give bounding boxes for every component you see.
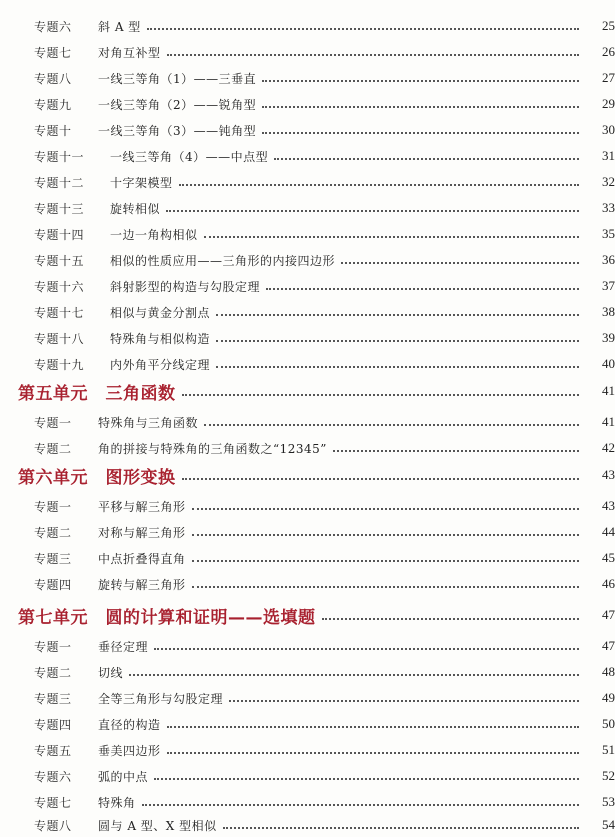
dot-leader: [216, 340, 579, 342]
topic-title: 特殊角与三角函数: [98, 415, 199, 430]
page-number: 39: [602, 330, 615, 345]
page-number: 47: [602, 607, 615, 622]
dot-leader: [129, 674, 579, 676]
topic-title: 一线三等角（2）——锐角型: [98, 97, 257, 112]
dot-leader: [204, 424, 579, 426]
dot-leader: [154, 778, 579, 780]
toc-entry[interactable]: [0, 714, 615, 734]
dot-leader: [192, 560, 579, 562]
unit-title: 第六单元 图形变换: [18, 467, 176, 488]
page-number: 49: [602, 690, 615, 705]
page-number: 33: [602, 200, 615, 215]
page-number: 29: [602, 96, 615, 111]
toc-entry[interactable]: [0, 574, 615, 594]
topic-label: 专题十七: [34, 305, 85, 320]
topic-label: 专题八: [34, 818, 72, 833]
topic-label: 专题二: [34, 441, 72, 456]
dot-leader: [341, 262, 579, 264]
topic-title: 斜射影型的构造与勾股定理: [110, 279, 261, 294]
toc-entry[interactable]: [0, 94, 615, 114]
topic-label: 专题十五: [34, 253, 85, 268]
page-number: 25: [602, 18, 615, 33]
dot-leader: [333, 450, 579, 452]
page-number: 38: [602, 304, 615, 319]
page-number: 40: [602, 356, 615, 371]
toc-unit-heading[interactable]: [0, 602, 615, 628]
topic-title: 垂径定理: [98, 639, 149, 654]
page-number: 52: [602, 768, 615, 783]
toc-entry[interactable]: [0, 224, 615, 244]
topic-title: 全等三角形与勾股定理: [98, 691, 224, 706]
topic-title: 旋转相似: [110, 201, 161, 216]
topic-title: 一线三等角（4）——中点型: [110, 149, 269, 164]
page-number: 47: [602, 638, 615, 653]
dot-leader: [274, 158, 579, 160]
topic-label: 专题三: [34, 691, 72, 706]
page-number: 27: [602, 70, 615, 85]
dot-leader: [266, 288, 579, 290]
topic-title: 垂美四边形: [98, 743, 161, 758]
topic-title: 弧的中点: [98, 769, 149, 784]
topic-label: 专题一: [34, 639, 72, 654]
toc-entry[interactable]: [0, 146, 615, 166]
topic-title: 特殊角: [98, 795, 136, 810]
toc-entry[interactable]: [0, 815, 615, 835]
topic-label: 专题一: [34, 499, 72, 514]
page-number: 45: [602, 550, 615, 565]
dot-leader: [182, 394, 579, 396]
dot-leader: [322, 618, 579, 620]
page-number: 43: [602, 498, 615, 513]
toc-entry[interactable]: [0, 522, 615, 542]
toc-entry[interactable]: [0, 412, 615, 432]
page-number: 50: [602, 716, 615, 731]
dot-leader: [147, 28, 579, 30]
topic-label: 专题九: [34, 97, 72, 112]
topic-label: 专题二: [34, 665, 72, 680]
page-number: 54: [602, 817, 615, 832]
topic-title: 对角互补型: [98, 45, 161, 60]
topic-title: 特殊角与相似构造: [110, 331, 211, 346]
topic-title: 一线三等角（3）——钝角型: [98, 123, 257, 138]
toc-entry[interactable]: [0, 662, 615, 682]
toc-entry[interactable]: [0, 68, 615, 88]
topic-title: 圆与 A 型、X 型相似: [98, 818, 217, 833]
toc-entry[interactable]: [0, 250, 615, 270]
dot-leader: [154, 648, 579, 650]
dot-leader: [179, 184, 579, 186]
dot-leader: [167, 726, 579, 728]
topic-label: 专题十六: [34, 279, 85, 294]
toc-entry[interactable]: [0, 172, 615, 192]
toc-entry[interactable]: [0, 766, 615, 786]
topic-label: 专题三: [34, 551, 72, 566]
page-number: 30: [602, 122, 615, 137]
topic-label: 专题十四: [34, 227, 85, 242]
page-number: 41: [602, 414, 615, 429]
topic-title: 一边一角构相似: [110, 227, 198, 242]
page-number: 35: [602, 226, 615, 241]
topic-title: 相似与黄金分割点: [110, 305, 211, 320]
unit-title: 第七单元 圆的计算和证明——选填题: [18, 607, 316, 628]
topic-title: 一线三等角（1）——三垂直: [98, 71, 257, 86]
page-number: 36: [602, 252, 615, 267]
dot-leader: [166, 210, 579, 212]
page-number: 31: [602, 148, 615, 163]
page-number: 51: [602, 742, 615, 757]
page-number: 41: [602, 383, 615, 398]
dot-leader: [262, 80, 579, 82]
page-number: 32: [602, 174, 615, 189]
topic-title: 直径的构造: [98, 717, 161, 732]
toc-entry[interactable]: [0, 16, 615, 36]
topic-title: 斜 A 型: [98, 19, 141, 34]
topic-label: 专题八: [34, 71, 72, 86]
toc-entry[interactable]: [0, 496, 615, 516]
dot-leader: [167, 54, 579, 56]
topic-title: 内外角平分线定理: [110, 357, 211, 372]
dot-leader: [167, 752, 579, 754]
dot-leader: [262, 132, 579, 134]
toc-entry[interactable]: [0, 198, 615, 218]
page-number: 37: [602, 278, 615, 293]
page-number: 42: [602, 440, 615, 455]
page-number: 48: [602, 664, 615, 679]
toc-entry[interactable]: [0, 792, 615, 812]
topic-label: 专题六: [34, 769, 72, 784]
topic-label: 专题五: [34, 743, 72, 758]
dot-leader: [182, 478, 579, 480]
page-number: 53: [602, 794, 615, 809]
dot-leader: [192, 534, 579, 536]
page-number: 46: [602, 576, 615, 591]
topic-title: 相似的性质应用——三角形的内接四边形: [110, 253, 336, 268]
topic-label: 专题四: [34, 717, 72, 732]
topic-label: 专题十八: [34, 331, 85, 346]
topic-label: 专题六: [34, 19, 72, 34]
toc-entry[interactable]: [0, 438, 615, 458]
dot-leader: [262, 106, 579, 108]
topic-label: 专题一: [34, 415, 72, 430]
dot-leader: [192, 508, 579, 510]
topic-label: 专题四: [34, 577, 72, 592]
topic-label: 专题十一: [34, 149, 85, 164]
topic-title: 平移与解三角形: [98, 499, 186, 514]
topic-title: 切线: [98, 665, 124, 680]
toc-entry[interactable]: [0, 354, 615, 374]
unit-title: 第五单元 三角函数: [18, 383, 176, 404]
dot-leader: [142, 804, 579, 806]
dot-leader: [223, 827, 579, 829]
toc-entry[interactable]: [0, 120, 615, 140]
toc-entry[interactable]: [0, 740, 615, 760]
topic-title: 对称与解三角形: [98, 525, 186, 540]
dot-leader: [216, 366, 579, 368]
topic-label: 专题七: [34, 45, 72, 60]
topic-title: 十字架模型: [110, 175, 173, 190]
topic-title: 角的拼接与特殊角的三角函数之“12345”: [98, 441, 327, 456]
dot-leader: [216, 314, 579, 316]
topic-label: 专题十九: [34, 357, 85, 372]
toc-entry[interactable]: [0, 276, 615, 296]
toc-entry[interactable]: [0, 548, 615, 568]
topic-label: 专题十二: [34, 175, 85, 190]
page-number: 26: [602, 44, 615, 59]
topic-label: 专题七: [34, 795, 72, 810]
toc-entry[interactable]: [0, 302, 615, 322]
topic-title: 旋转与解三角形: [98, 577, 186, 592]
dot-leader: [229, 700, 579, 702]
toc-unit-heading[interactable]: [0, 378, 615, 404]
page-number: 44: [602, 524, 615, 539]
dot-leader: [192, 586, 579, 588]
toc-entry[interactable]: [0, 42, 615, 62]
toc-entry[interactable]: [0, 328, 615, 348]
dot-leader: [204, 236, 579, 238]
toc-entry[interactable]: [0, 688, 615, 708]
topic-label: 专题十三: [34, 201, 85, 216]
topic-label: 专题二: [34, 525, 72, 540]
page-number: 43: [602, 467, 615, 482]
topic-title: 中点折叠得直角: [98, 551, 186, 566]
toc-entry[interactable]: [0, 636, 615, 656]
topic-label: 专题十: [34, 123, 72, 138]
toc-unit-heading[interactable]: [0, 462, 615, 488]
